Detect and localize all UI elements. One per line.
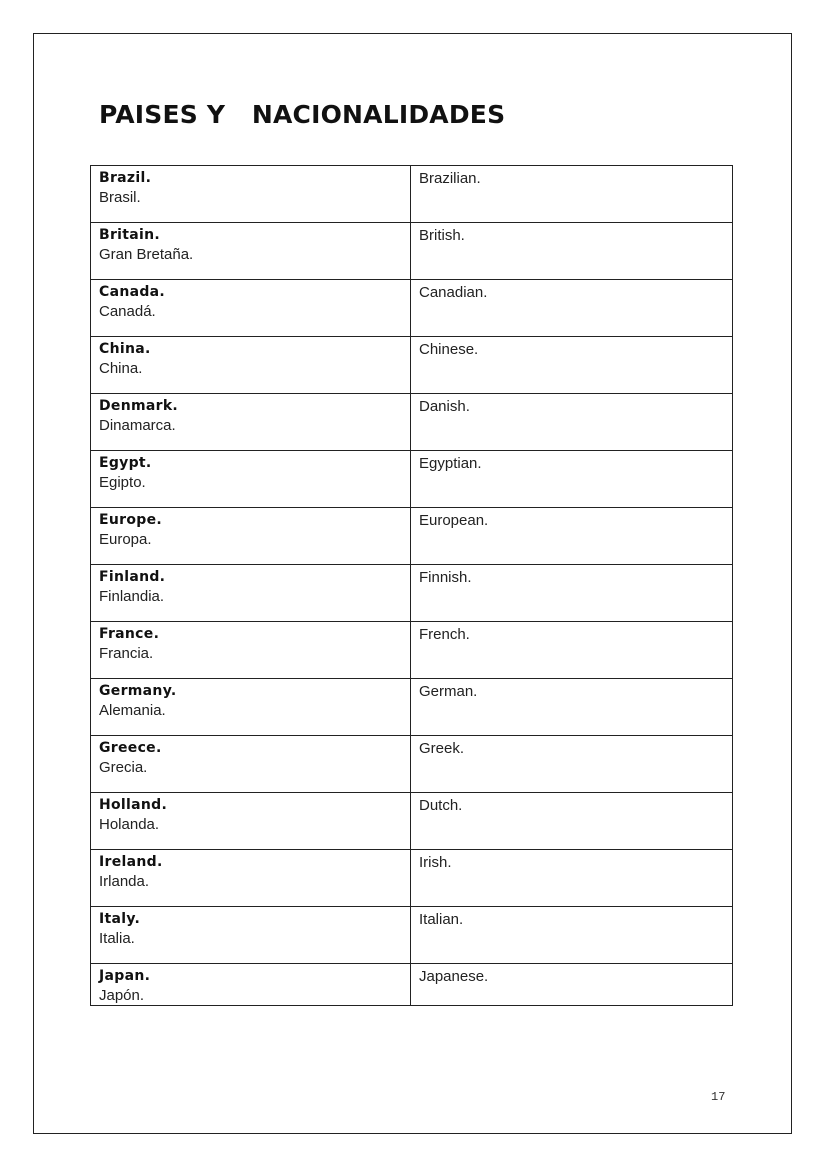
nationality: European. [419,512,489,529]
country-cell [91,565,411,622]
country-name-spanish: Egipto. [99,474,146,491]
country-name-english: Ireland. [99,854,163,870]
countries-table [90,165,733,1006]
table-row [91,679,733,736]
country-name-spanish: Brasil. [99,189,141,206]
nationality: British. [419,227,465,244]
nationality-cell [411,337,733,394]
country-cell [91,622,411,679]
country-name-english: Britain. [99,227,160,243]
country-cell [91,451,411,508]
country-name-spanish: Canadá. [99,303,156,320]
nationality-cell [411,622,733,679]
country-cell [91,508,411,565]
country-cell [91,166,411,223]
country-name-spanish: Irlanda. [99,873,150,890]
nationality-cell [411,565,733,622]
table-row [91,508,733,565]
nationality: Japanese. [419,968,489,985]
country-cell [91,793,411,850]
nationality-cell [411,280,733,337]
country-cell [91,907,411,964]
nationality-cell [411,508,733,565]
nationality: Egyptian. [419,455,482,472]
table-row [91,907,733,964]
nationality: French. [419,626,470,643]
country-name-spanish: Japón. [99,987,145,1004]
nationality: Finnish. [419,569,472,586]
nationality: Brazilian. [419,170,481,187]
country-cell [91,850,411,907]
country-cell [91,394,411,451]
table-row [91,223,733,280]
nationality-cell [411,850,733,907]
nationality-cell [411,166,733,223]
table-row [91,394,733,451]
table-row [91,451,733,508]
nationality-cell [411,907,733,964]
country-name-english: China. [99,341,151,357]
nationality-cell [411,736,733,793]
country-name-spanish: Francia. [99,645,154,662]
nationality: Greek. [419,740,465,757]
country-cell [91,280,411,337]
nationality-cell [411,793,733,850]
nationality: Italian. [419,911,464,928]
country-cell [91,679,411,736]
country-name-english: Denmark. [99,398,179,414]
country-name-english: Canada. [99,284,166,300]
nationality-cell [411,223,733,280]
nationality-cell [411,451,733,508]
nationality: German. [419,683,478,700]
countries-table-wrapper [90,165,732,1006]
country-name-english: Finland. [99,569,166,585]
country-name-english: Brazil. [99,170,152,186]
page-title: PAISES Y NACIONALIDADES [99,100,506,129]
countries-table-body [91,166,733,1006]
country-name-english: Holland. [99,797,168,813]
country-name-spanish: Holanda. [99,816,160,833]
table-row [91,850,733,907]
table-row [91,736,733,793]
table-row [91,337,733,394]
table-row [91,280,733,337]
nationality: Danish. [419,398,470,415]
country-name-spanish: Alemania. [99,702,166,719]
country-name-spanish: Finlandia. [99,588,165,605]
table-row [91,565,733,622]
table-row [91,166,733,223]
country-name-english: Germany. [99,683,177,699]
page-number: 17 [711,1090,726,1104]
table-row [91,622,733,679]
country-name-english: France. [99,626,160,642]
country-cell [91,223,411,280]
country-name-english: Egypt. [99,455,152,471]
country-cell [91,736,411,793]
nationality: Chinese. [419,341,479,358]
nationality-cell [411,679,733,736]
country-name-spanish: Grecia. [99,759,148,776]
country-name-english: Italy. [99,911,141,927]
nationality: Canadian. [419,284,488,301]
country-name-spanish: China. [99,360,143,377]
country-cell [91,337,411,394]
table-row [91,964,733,1006]
nationality: Irish. [419,854,452,871]
country-cell [91,964,411,1006]
table-row [91,793,733,850]
country-name-spanish: Gran Bretaña. [99,246,194,263]
country-name-english: Europe. [99,512,162,528]
country-name-spanish: Italia. [99,930,135,947]
nationality: Dutch. [419,797,463,814]
country-name-english: Greece. [99,740,162,756]
country-name-spanish: Dinamarca. [99,417,176,434]
country-name-spanish: Europa. [99,531,152,548]
nationality-cell [411,964,733,1006]
nationality-cell [411,394,733,451]
country-name-english: Japan. [99,968,151,984]
